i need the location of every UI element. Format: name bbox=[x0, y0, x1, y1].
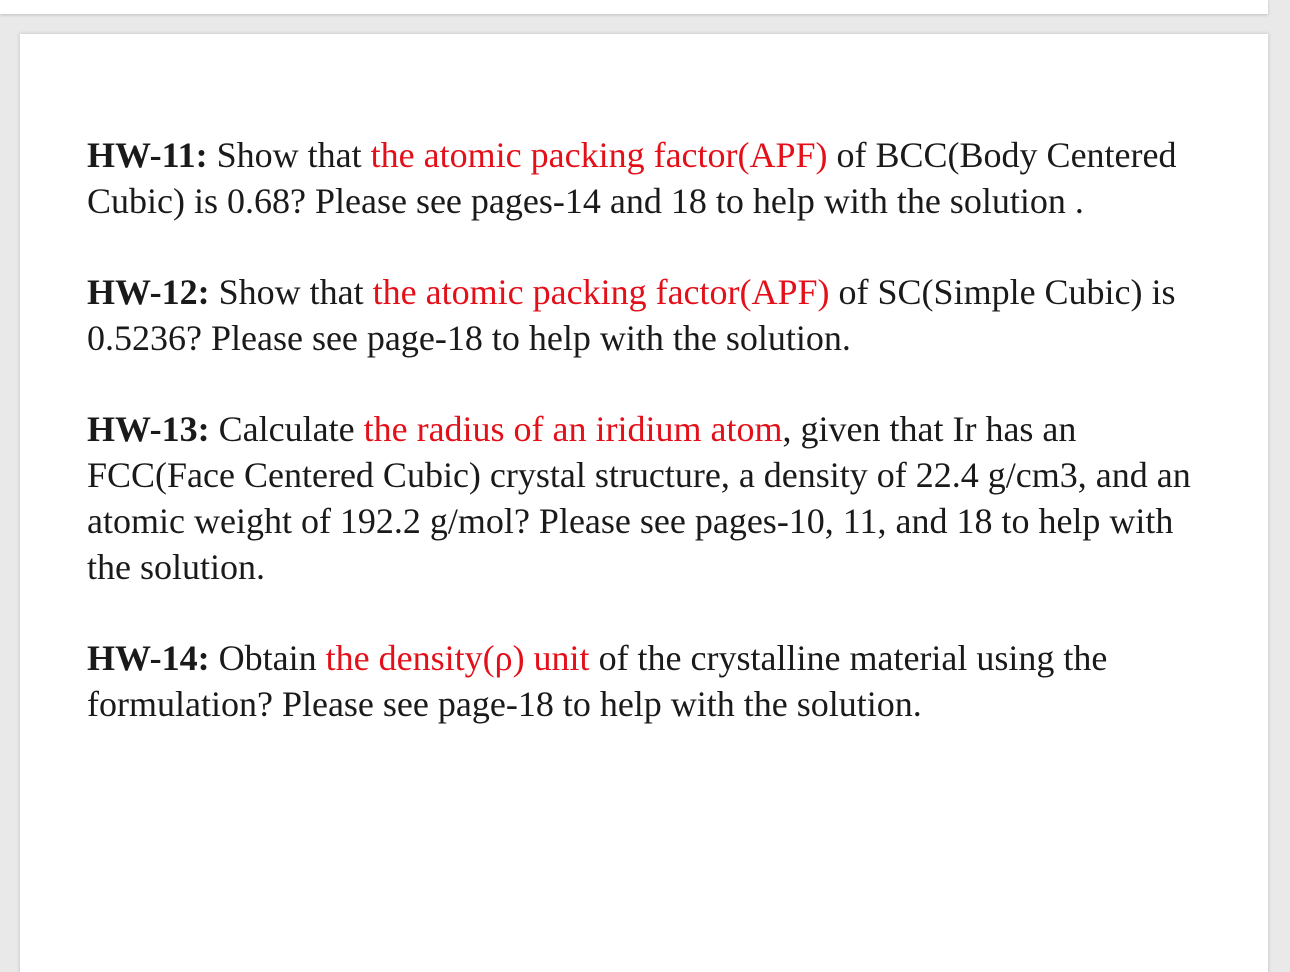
problem-hw-12 bbox=[87, 269, 1197, 361]
problem-hw-13 bbox=[87, 406, 1197, 590]
problem-highlight: the atomic packing factor(APF) bbox=[370, 135, 828, 175]
problem-label: HW-14: bbox=[87, 638, 210, 678]
previous-page-edge bbox=[0, 0, 1268, 14]
problem-label: HW-11: bbox=[87, 135, 208, 175]
problem-label: HW-12: bbox=[87, 272, 210, 312]
problem-text-post: , given that Ir has an FCC(Face Centered Cubic) crystal structure, a density of 22.4 g/cm3, and an atomic weight of 192.2 g/mol? Please see pages-10, 11, and 18 to help with the solution. bbox=[87, 409, 1191, 587]
homework-list bbox=[87, 132, 1197, 727]
problem-text-post: of BCC(Body Centered Cubic) is 0.68? Please see pages-14 and 18 to help with the solution . bbox=[87, 135, 1177, 221]
problem-text-pre: Show that bbox=[207, 135, 371, 175]
problem-text-pre: Obtain bbox=[209, 638, 326, 678]
problem-highlight: the atomic packing factor(APF) bbox=[372, 272, 830, 312]
problem-hw-11 bbox=[87, 132, 1197, 224]
problem-label: HW-13: bbox=[87, 409, 210, 449]
problem-text-post: of the crystalline material using the formulation? Please see page-18 to help with the solution. bbox=[87, 638, 1108, 724]
problem-text-pre: Calculate bbox=[209, 409, 364, 449]
problem-text-post: of SC(Simple Cubic) is 0.5236? Please see page-18 to help with the solution. bbox=[87, 272, 1176, 358]
problem-hw-14 bbox=[87, 635, 1197, 727]
problem-text-pre: Show that bbox=[209, 272, 373, 312]
problem-highlight: the radius of an iridium atom bbox=[363, 409, 783, 449]
problem-highlight: the density(ρ) unit bbox=[325, 638, 590, 678]
